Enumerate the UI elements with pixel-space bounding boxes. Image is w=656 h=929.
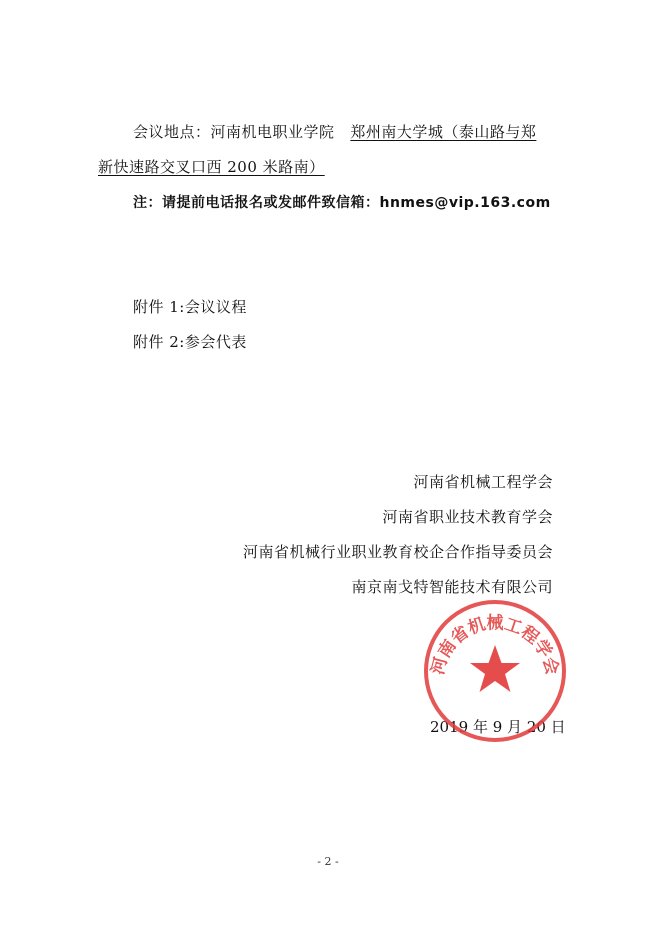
meeting-location-line: [133, 121, 536, 142]
seal-text: 河南省机械工程学会: [428, 613, 562, 677]
attachment-2: 附件 2:参会代表: [133, 333, 247, 351]
location-venue: 河南机电职业学院: [210, 123, 335, 141]
document-date: 2019 年 9 月 20 日: [430, 718, 566, 736]
organizer-2: 河南省职业技术教育学会: [382, 508, 553, 526]
organizer-3: 河南省机械行业职业教育校企合作指导委员会: [242, 543, 553, 561]
seal-star-icon: [470, 645, 520, 692]
organizer-1: 河南省机械工程学会: [413, 473, 553, 491]
page-number: - 2 -: [317, 855, 339, 868]
location-label: 会议地点：: [133, 123, 211, 141]
location-address-line2: 新快速路交叉口西 200 米路南）: [98, 158, 325, 176]
attachment-1: 附件 1:会议议程: [133, 298, 247, 316]
registration-note: 注：请提前电话报名或发邮件致信箱：hnmes@vip.163.com: [133, 195, 551, 211]
location-address-line1: 郑州南大学城（泰山路与郑: [350, 123, 537, 141]
official-seal-stamp: [422, 598, 568, 744]
organizer-4: 南京南戈特智能技术有限公司: [351, 578, 553, 596]
